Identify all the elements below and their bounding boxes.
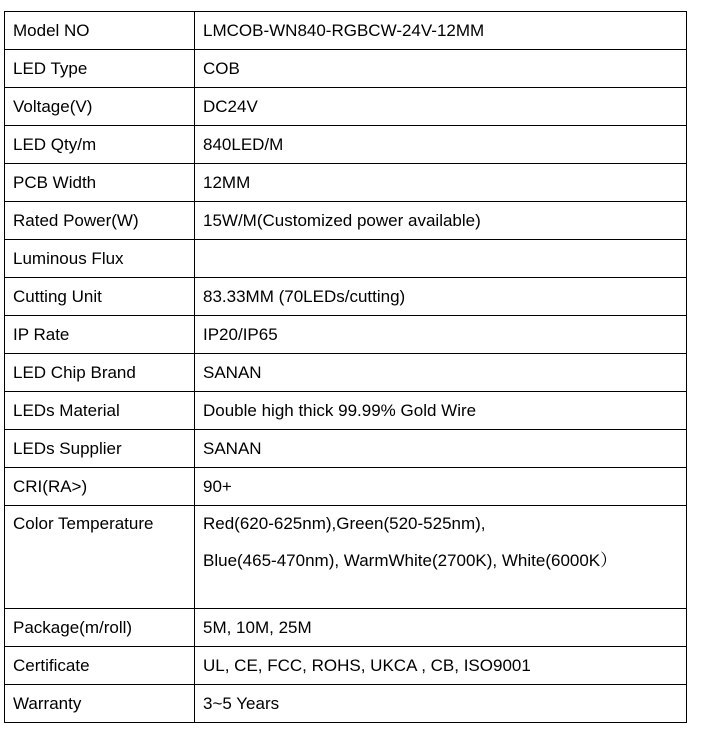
table-row [5,685,687,723]
table-row [5,278,687,316]
spec-value: SANAN [195,430,687,468]
spec-value [195,506,687,609]
table-row [5,126,687,164]
spec-value: 5M, 10M, 25M [195,609,687,647]
spec-value-line: Red(620-625nm),Green(520-525nm), [203,514,486,533]
table-row [5,50,687,88]
table-row [5,430,687,468]
spec-label: Voltage(V) [5,88,195,126]
table-row [5,316,687,354]
spec-value: IP20/IP65 [195,316,687,354]
spec-label: LED Chip Brand [5,354,195,392]
spec-value: 3~5 Years [195,685,687,723]
spec-label: Certificate [5,647,195,685]
spec-label: Package(m/roll) [5,609,195,647]
spec-value: SANAN [195,354,687,392]
spec-label: Luminous Flux [5,240,195,278]
table-row [5,88,687,126]
table-row [5,354,687,392]
spec-label: LEDs Material [5,392,195,430]
spec-value: UL, CE, FCC, ROHS, UKCA , CB, ISO9001 [195,647,687,685]
spec-value: 12MM [195,164,687,202]
table-row [5,240,687,278]
spec-value: 15W/M(Customized power available) [195,202,687,240]
table-row [5,202,687,240]
spec-label: IP Rate [5,316,195,354]
spec-value: COB [195,50,687,88]
spec-label: CRI(RA>) [5,468,195,506]
spec-table [4,11,687,723]
spec-label: LED Qty/m [5,126,195,164]
spec-value: LMCOB-WN840-RGBCW-24V-12MM [195,12,687,50]
spec-label: Model NO [5,12,195,50]
spec-label: Warranty [5,685,195,723]
spec-label: LED Type [5,50,195,88]
table-row [5,392,687,430]
spec-value: Double high thick 99.99% Gold Wire [195,392,687,430]
spec-value: DC24V [195,88,687,126]
spec-label: Rated Power(W) [5,202,195,240]
table-row [5,468,687,506]
spec-value: 840LED/M [195,126,687,164]
spec-label: Color Temperature [5,506,195,609]
spec-label: PCB Width [5,164,195,202]
table-row [5,506,687,609]
spec-value: 83.33MM (70LEDs/cutting) [195,278,687,316]
spec-value [195,240,687,278]
spec-value-line: Blue(465-470nm), WarmWhite(2700K), White(6000K） [203,551,618,570]
table-row [5,164,687,202]
spec-value: 90+ [195,468,687,506]
table-row [5,12,687,50]
table-row [5,647,687,685]
spec-label: LEDs Supplier [5,430,195,468]
table-row [5,609,687,647]
spec-label: Cutting Unit [5,278,195,316]
